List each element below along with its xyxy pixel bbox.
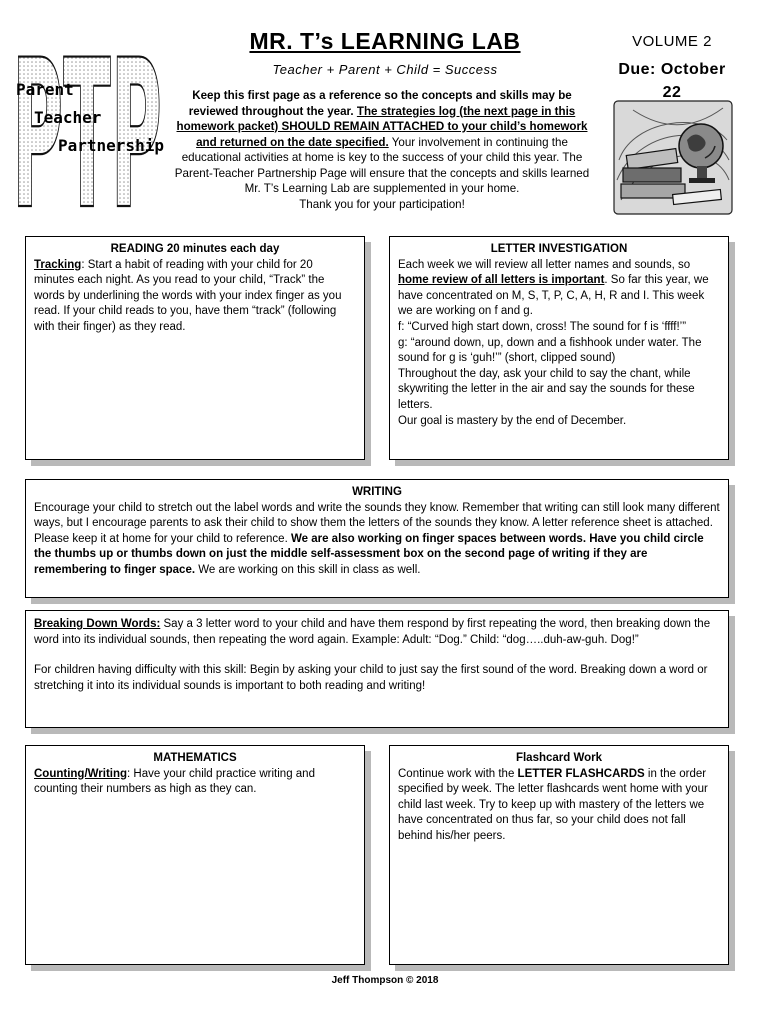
intro-thanks: Thank you for your participation! [299,197,465,211]
reading-box [25,236,365,460]
ptp-word-parent: Parent [16,80,74,99]
page-subtitle: Teacher + Parent + Child = Success [272,62,498,77]
math-label: Counting/Writing [34,767,128,780]
volume-label: VOLUME 2 [632,33,712,50]
letter-intro: Each week we will review all letter names and sounds, so [398,258,691,271]
due-date [604,58,740,104]
intro-text: Your involvement in continuing the educational activities at home is key to the success of your child this year. The Parent-Teacher Partnership Page will ensure that the concepts and skills learned Mr. T’s Learning Lab are supplemented in your home. [174,135,590,195]
breaking-down-words-box [25,610,729,728]
intro-bold: Keep this first page as a reference so the concepts and skills may be reviewed throughout the year. [188,89,572,118]
math-content [26,746,364,803]
writing-box [25,479,729,598]
breaking-text: Say a 3 letter word to your child and have them respond by first repeating the word, then breaking down the word into its individual sounds, then repeating the word again. Example: Adult: “Dog.” Child: “dog…..duh-aw-guh. Dog!” [34,618,711,646]
reading-label: Tracking [34,258,82,271]
reading-title: READING 20 minutes each day [110,243,280,255]
ptp-word-partnership: Partnership [58,136,164,155]
letter-g-line: g: “around down, up, down and a fishhook under water. The sound for g is ‘guh!’” (short, clipped sound) [398,336,702,365]
flashcard-pre: Continue work with the [398,767,515,780]
breaking-content [26,611,728,700]
writing-content [26,480,728,584]
reading-text: : Start a habit of reading with your child for 20 minutes each night. As you read to your child, “Track” the words by underlining the words with your index finger as you read. If your child reads to you, have them “track” (following with their finger) as they read. [34,258,342,333]
math-text: : Have your child practice writing and counting their numbers as high as they can. [34,767,315,796]
flashcard-bold: LETTER FLASHCARDS [517,767,645,780]
letter-bold: home review of all letters is important [398,274,605,287]
letter-goal: Our goal is mastery by the end of December. [398,414,627,427]
page-title: MR. T’s LEARNING LAB [249,28,521,54]
letter-f-line: f: “Curved high start down, cross! The sound for f is ‘ffff!’” [398,320,687,333]
flashcard-title: Flashcard Work [515,752,603,764]
globe-books-clipart [613,100,733,215]
due-date-line2: 22 [662,84,682,101]
flashcard-content [390,746,728,850]
flashcard-box [389,745,729,965]
letter-chant: Throughout the day, ask your child to say the chant, while skywriting the letter in the air and say the sounds for these letters. [398,367,695,411]
letter-content [390,237,728,434]
mathematics-box [25,745,365,965]
letter-after: . So far this year, we have concentrated on M, S, T, P, C, A, H, R and I. This week we are working on f and g. [398,274,709,318]
ptp-logo [10,36,170,214]
letter-investigation-box [389,236,729,460]
writing-end: We are working on this skill in class as well. [198,563,421,576]
breaking-text2: For children having difficulty with this skill: Begin by asking your child to just say the first sound of the word. Breaking down a word or stretching it into its individual sounds is important to both reading and writing! [34,664,708,692]
footer-copyright: Jeff Thompson © 2018 [331,975,439,986]
intro-bold-underlined: The strategies log (the next page in this homework packet) SHOULD REMAIN ATTACHED to your child’s homework and returned on the date specified. [176,104,588,149]
due-date-line1: Due: October [618,61,726,78]
writing-bold: We are also working on finger spaces between words. Have you child circle the thumbs up or thumbs down on just the middle self-assessment box on the second page of writing if they are remembering to finger space. [34,532,704,576]
math-title: MATHEMATICS [153,752,237,764]
reading-content [26,237,364,341]
ptp-word-teacher: Teacher [34,108,102,127]
writing-title: WRITING [352,486,402,498]
flashcard-text: in the order specified by week. The letter flashcards went home with your child last week. Try to keep up with mastery of the letters we have concentrated on thus far, so your child does not fall behind his/her peers. [398,767,708,842]
letter-title: LETTER INVESTIGATION [490,243,628,255]
intro-paragraph [172,88,592,212]
writing-text: Encourage your child to stretch out the label words and write the sounds they know. Remember that writing can still look many different ways, but I encourage parents to ask their child to show them the letters of the sounds they know. A letter reference sheet is attached. Please keep it at home for your child to reference. [34,501,720,545]
breaking-label: Breaking Down Words: [34,618,161,630]
ptp-letters: PTP [12,36,162,214]
